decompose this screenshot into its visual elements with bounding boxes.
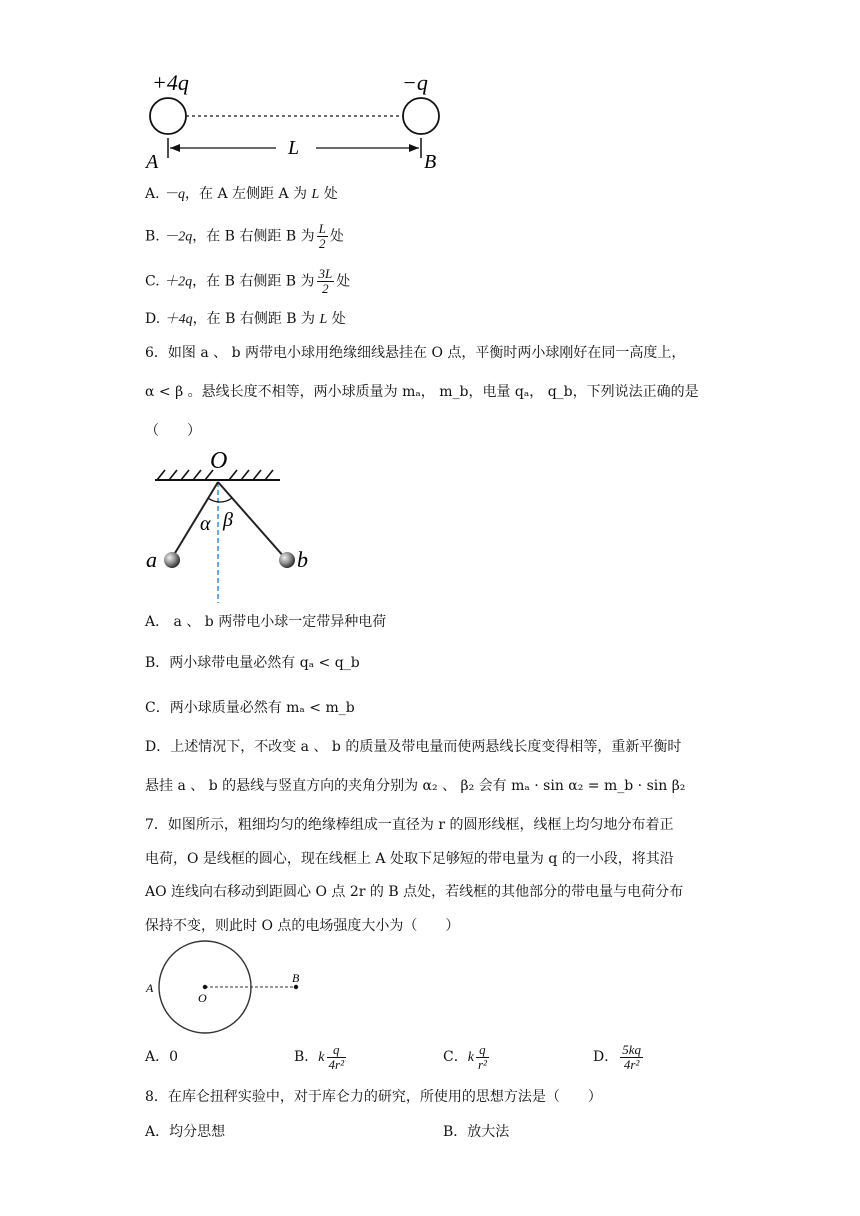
- q5-option-d[interactable]: D. ＋4q，在 B 右侧距 B 为 L 处: [145, 311, 346, 327]
- fraction: $\frac{L}{2}$: [318, 221, 326, 251]
- ball-a-label: a: [146, 547, 157, 572]
- q7-option-d[interactable]: D． $\frac{5kq}{\text{4r²}}$: [593, 1041, 642, 1072]
- q5-option-b[interactable]: B. －2q，在 B 右侧距 B 为 $\frac{L}{2}$ 处: [145, 221, 344, 251]
- fraction: $\frac{5kq}{\text{4r²}}$: [622, 1041, 642, 1072]
- q6-stem-line2: α < β 。悬线长度不相等，两小球质量为 mₐ， m_b，电量 qₐ， q_b，下列说法正确的是: [145, 384, 699, 400]
- fraction: $\frac{3L}{2}$: [318, 266, 333, 296]
- sphere-a: [150, 98, 186, 134]
- q8-option-a[interactable]: A．均分思想: [145, 1124, 226, 1140]
- center-o-dot: [203, 985, 207, 989]
- q7-option-c[interactable]: C．k $\frac{q}{\text{r²}}$: [443, 1041, 487, 1072]
- q6-option-d-line1[interactable]: D．上述情况下，不改变 a 、 b 的质量及带电量而使两悬线长度变得相等，重新平衡时: [145, 739, 682, 755]
- q6-stem-line1: 6．如图 a 、 b 两带电小球用绝缘细线悬挂在 O 点，平衡时两小球刚好在同一高度上，: [145, 345, 686, 361]
- point-a-label: A: [146, 981, 154, 995]
- charge-b-label: −q: [402, 70, 428, 95]
- suspension-point-label: O: [210, 448, 228, 474]
- q6-stem-line3: （ ）: [145, 423, 201, 439]
- q8-stem: 8．在库仑扭秤实验中，对于库仑力的研究，所使用的思想方法是（ ）: [145, 1089, 602, 1105]
- q7-stem-line1: 7．如图所示，粗细均匀的绝缘棒组成一直径为 r 的圆形线框，线框上均匀地分布着正: [145, 817, 674, 833]
- q7-option-b[interactable]: B．k $\frac{q}{\text{4r²}}$: [294, 1041, 344, 1072]
- q5-charges-figure: [140, 70, 460, 175]
- point-b-dot: [294, 985, 298, 989]
- q7-stem-line2: 电荷，O 是线框的圆心，现在线框上 A 处取下足够短的带电量为 q 的一小段，将其沿: [145, 851, 674, 867]
- q6-option-b[interactable]: B．两小球带电量必然有 qₐ < q_b: [145, 655, 360, 671]
- point-a-label: A: [146, 151, 159, 173]
- point-b-label: B: [292, 971, 300, 985]
- center-o-label: O: [198, 991, 207, 1005]
- q6-option-d-line2[interactable]: 悬挂 a 、 b 的悬线与竖直方向的夹角分别为 α₂ 、 β₂ 会有 mₐ · sin α₂ = m_b · sin β₂: [145, 778, 686, 794]
- q5-option-a[interactable]: A. －q，在 A 左侧距 A 为 L 处: [145, 186, 338, 202]
- ball-b-label: b: [297, 547, 308, 572]
- ball-a: [164, 552, 180, 568]
- q5-option-c[interactable]: C. ＋2q，在 B 右侧距 B 为 $\frac{3L}{2}$ 处: [145, 266, 351, 296]
- distance-label: L: [288, 137, 300, 159]
- sphere-b: [403, 98, 439, 134]
- q7-stem-line3: AO 连线向右移动到距圆心 O 点 2r 的 B 点处，若线框的其他部分的带电量与电荷分布: [145, 884, 684, 900]
- q7-ring-figure: [140, 940, 320, 1040]
- thread-a: [172, 482, 218, 558]
- charge-a-label: +4q: [152, 70, 189, 95]
- point-b-label: B: [424, 151, 437, 173]
- q7-option-a[interactable]: A．0: [145, 1049, 179, 1065]
- q6-option-c[interactable]: C．两小球质量必然有 mₐ < m_b: [145, 700, 355, 716]
- ball-b: [279, 552, 295, 568]
- angle-beta-label: β: [223, 509, 233, 531]
- q8-option-b[interactable]: B．放大法: [443, 1124, 510, 1140]
- q6-option-a[interactable]: A． a 、 b 两带电小球一定带异种电荷: [145, 614, 387, 630]
- q7-stem-line4: 保持不变，则此时 O 点的电场强度大小为（ ）: [145, 918, 460, 934]
- q6-pendulum-figure: [140, 448, 330, 606]
- fraction: $\frac{q}{\text{4r²}}$: [328, 1041, 344, 1072]
- fraction: $\frac{q}{\text{r²}}$: [477, 1041, 487, 1072]
- angle-alpha-label: α: [200, 513, 211, 535]
